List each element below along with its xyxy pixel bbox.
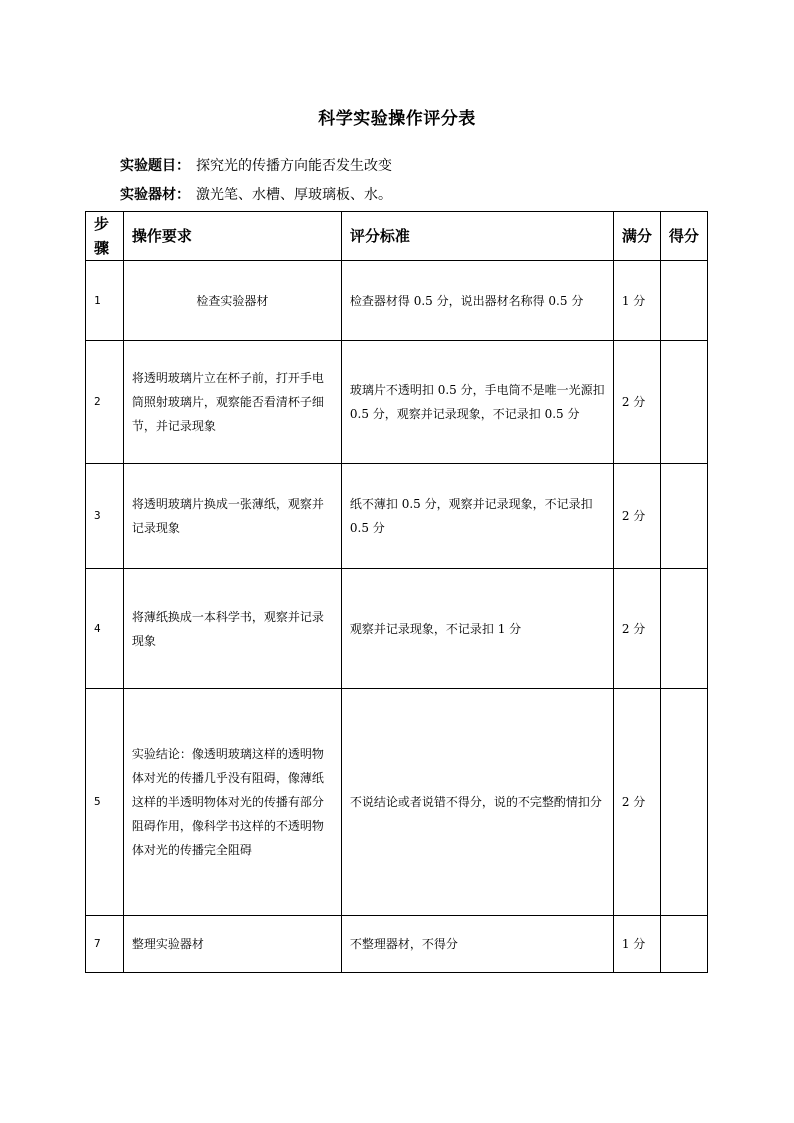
standard-cell: 不说结论或者说错不得分，说的不完整酌情扣分: [341, 689, 613, 916]
operation-cell: 实验结论：像透明玻璃这样的透明物体对光的传播几乎没有阻碍，像薄纸这样的半透明物体对光的传播有部分阻碍作用，像科学书这样的不透明物体对光的传播完全阻碍: [123, 689, 341, 916]
operation-cell: 整理实验器材: [123, 916, 341, 973]
score-cell[interactable]: [660, 916, 707, 973]
experiment-topic: [120, 155, 392, 175]
score-cell[interactable]: [660, 569, 707, 689]
topic-label: 实验题目：: [120, 158, 190, 174]
header-full-score: 满分: [613, 212, 660, 261]
step-cell: 4: [86, 569, 124, 689]
operation-cell: 将透明玻璃片立在杯子前，打开手电筒照射玻璃片，观察能否看清杯子细节，并记录现象: [123, 341, 341, 464]
full-score-cell: 2 分: [613, 689, 660, 916]
table-row: [86, 341, 708, 464]
operation-cell: 将透明玻璃片换成一张薄纸，观察并记录现象: [123, 464, 341, 569]
table-row: [86, 569, 708, 689]
table-row: [86, 689, 708, 916]
standard-cell: 不整理器材，不得分: [341, 916, 613, 973]
table-row: [86, 261, 708, 341]
header-operation: 操作要求: [123, 212, 341, 261]
step-cell: 3: [86, 464, 124, 569]
standard-cell: 观察并记录现象，不记录扣 1 分: [341, 569, 613, 689]
header-score: 得分: [660, 212, 707, 261]
full-score-cell: 2 分: [613, 341, 660, 464]
standard-cell: 玻璃片不透明扣 0.5 分，手电筒不是唯一光源扣 0.5 分，观察并记录现象，不记录扣 0.5 分: [341, 341, 613, 464]
full-score-cell: 2 分: [613, 569, 660, 689]
table-header-row: [86, 212, 708, 261]
full-score-cell: 1 分: [613, 916, 660, 973]
header-standard: 评分标准: [341, 212, 613, 261]
step-cell: 7: [86, 916, 124, 973]
table-row: [86, 464, 708, 569]
page-title: 科学实验操作评分表: [318, 109, 476, 129]
equipment-label: 实验器材：: [120, 187, 190, 203]
operation-cell: 检查实验器材: [123, 261, 341, 341]
score-cell[interactable]: [660, 689, 707, 916]
standard-cell: 纸不薄扣 0.5 分，观察并记录现象，不记录扣 0.5 分: [341, 464, 613, 569]
topic-value: 探究光的传播方向能否发生改变: [196, 158, 392, 174]
equipment-value: 激光笔、水槽、厚玻璃板、水。: [196, 187, 392, 203]
standard-cell: 检查器材得 0.5 分，说出器材名称得 0.5 分: [341, 261, 613, 341]
score-cell[interactable]: [660, 261, 707, 341]
operation-cell: 将薄纸换成一本科学书，观察并记录现象: [123, 569, 341, 689]
score-cell[interactable]: [660, 464, 707, 569]
table-row: [86, 916, 708, 973]
step-cell: 5: [86, 689, 124, 916]
step-cell: 1: [86, 261, 124, 341]
full-score-cell: 2 分: [613, 464, 660, 569]
experiment-equipment: [120, 184, 392, 204]
score-cell[interactable]: [660, 341, 707, 464]
step-cell: 2: [86, 341, 124, 464]
scoring-table: [85, 211, 708, 973]
full-score-cell: 1 分: [613, 261, 660, 341]
header-step: 步骤: [86, 212, 124, 261]
